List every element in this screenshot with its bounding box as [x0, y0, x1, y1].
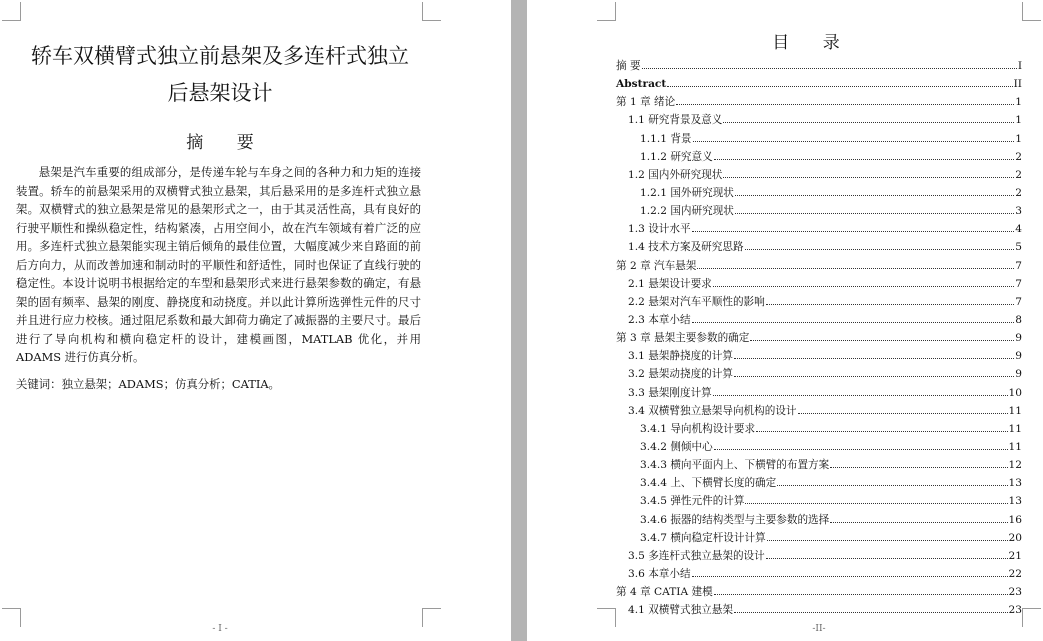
- toc-entry[interactable]: [616, 385, 1022, 403]
- toc-entry-label: 3.4.6 振器的结构类型与主要参数的选择: [640, 513, 830, 526]
- toc-entry-page: 22: [1008, 567, 1022, 580]
- toc-leader-dots: [767, 530, 1008, 541]
- toc-entry-label: 3.1 悬架静挠度的计算: [628, 350, 733, 363]
- toc-entry[interactable]: [616, 239, 1022, 257]
- toc-entry[interactable]: [616, 185, 1022, 203]
- toc-entry-label: 3.5 多连杆式独立悬架的设计: [628, 549, 765, 562]
- toc-entry-page: 13: [1008, 495, 1022, 508]
- toc-leader-dots: [697, 258, 1014, 269]
- toc-leader-dots: [713, 276, 1014, 287]
- toc-entry-page: 9: [1015, 350, 1022, 363]
- toc-leader-dots: [756, 421, 1007, 432]
- toc-leader-dots: [714, 439, 1008, 450]
- toc-leader-dots: [723, 112, 1014, 123]
- toc-entry-label: 第 1 章 绪论: [616, 96, 676, 109]
- toc-entry[interactable]: [616, 493, 1022, 511]
- toc-entry[interactable]: [616, 584, 1022, 602]
- toc-entry-page: 5: [1015, 241, 1022, 254]
- toc-leader-dots: [735, 185, 1014, 196]
- toc-entry[interactable]: [616, 221, 1022, 239]
- toc-entry-page: 8: [1015, 313, 1022, 326]
- toc-entry-label: 2.1 悬架设计要求: [628, 277, 712, 290]
- toc-entry[interactable]: [616, 58, 1022, 76]
- toc-leader-dots: [745, 239, 1015, 250]
- page-number: -II-: [812, 624, 826, 634]
- toc-entry-label: 3.4.1 导向机构设计要求: [640, 422, 756, 435]
- toc-entry[interactable]: [616, 258, 1022, 276]
- toc-entry-label: 第 3 章 悬架主要参数的确定: [616, 332, 750, 345]
- toc-leader-dots: [777, 475, 1007, 486]
- toc-entry[interactable]: [616, 403, 1022, 421]
- toc-entry-label: 摘 要: [616, 60, 641, 72]
- document-title-line-2: 后悬架设计: [167, 81, 273, 105]
- toc-entry[interactable]: [616, 475, 1022, 493]
- toc-entry-page: 1: [1015, 114, 1022, 127]
- toc-leader-dots: [766, 294, 1015, 305]
- toc-entry[interactable]: [616, 457, 1022, 475]
- toc-entry[interactable]: [616, 330, 1022, 348]
- toc-entry-label: 第 4 章 CATIA 建模: [616, 586, 713, 599]
- toc-heading: 目 录: [772, 33, 854, 53]
- toc-leader-dots: [766, 548, 1008, 559]
- toc-entry[interactable]: [616, 512, 1022, 530]
- toc-entry-page: 7: [1015, 259, 1022, 272]
- toc-entry-label: Abstract: [616, 78, 667, 91]
- toc-entry-label: 2.3 本章小结: [628, 313, 691, 326]
- page-number: - I -: [212, 624, 228, 634]
- keywords: 关键词：独立悬架；ADAMS；仿真分析；CATIA。: [16, 377, 280, 391]
- toc-entry-page: 7: [1015, 295, 1022, 308]
- toc-entry[interactable]: [616, 94, 1022, 112]
- toc-entry[interactable]: [616, 602, 1022, 620]
- toc-leader-dots: [676, 94, 1014, 105]
- toc-entry[interactable]: [616, 312, 1022, 330]
- toc-leader-dots: [692, 221, 1015, 232]
- toc-entry-label: 第 2 章 汽车悬架: [616, 259, 697, 272]
- toc-leader-dots: [798, 403, 1008, 414]
- toc-entry[interactable]: [616, 530, 1022, 548]
- toc-entry[interactable]: [616, 294, 1022, 312]
- toc-page: [527, 0, 1043, 641]
- toc-entry-page: 4: [1015, 223, 1022, 236]
- toc-leader-dots: [714, 149, 1015, 160]
- page-corner-mark: [1022, 2, 1041, 21]
- toc-entry-label: 3.4.5 弹性元件的计算: [640, 495, 745, 508]
- page-corner-mark: [597, 608, 616, 627]
- toc-entry-page: 1: [1015, 96, 1022, 109]
- page-corner-mark: [597, 2, 616, 21]
- toc-entry-label: 3.6 本章小结: [628, 567, 691, 580]
- toc-leader-dots: [830, 457, 1007, 468]
- toc-entry-page: 2: [1015, 168, 1022, 181]
- toc-entry[interactable]: [616, 421, 1022, 439]
- abstract-text: 悬架是汽车重要的组成部分，是传递车轮与车身之间的各种力和力矩的连接装置。轿车的前悬架采用的双横臂式独立悬架，其后悬采用的是多连杆式独立悬架。双横臂式的独立悬架是常见的悬架形式之一，由于其灵活性高，具有良好的行驶平顺性和操纵稳定性，结构紧凑，占用空间小，故在汽车领域有着广泛的应用。多连杆式独立悬架能实现主销后倾角的最佳位置，大幅度减少来自路面的前后方向力，从而改善加速和制动时的平顺性和舒适性，同时也保证了直线行驶的稳定性。本设计说明书根据给定的车型和悬架形式来进行悬架参数的确定，有悬架的固有频率、悬架的刚度、静挠度和动挠度。并以此计算所选弹性元件的尺寸并且进行应力校核。通过阻尼系数和最大卸荷力确定了减振器的主要尺寸。最后进行了导向机构和横向稳定杆的设计，建模画图，MATLAB 优化，并用 ADAMS 进行仿真分析。: [16, 165, 421, 364]
- toc-leader-dots: [692, 312, 1015, 323]
- toc-entry-page: 1: [1015, 132, 1022, 145]
- page-corner-mark: [422, 2, 441, 21]
- toc-leader-dots: [735, 203, 1014, 214]
- toc-entry-page: 9: [1015, 332, 1022, 345]
- toc-entry[interactable]: [616, 548, 1022, 566]
- document-title-line-1: 轿车双横臂式独立前悬架及多连杆式独立: [31, 44, 409, 68]
- page-corner-mark: [1022, 608, 1041, 627]
- toc-entry-page: 21: [1008, 549, 1022, 562]
- toc-entry[interactable]: [616, 149, 1022, 167]
- toc-entry-page: 7: [1015, 277, 1022, 290]
- toc-leader-dots: [734, 602, 1008, 613]
- toc-leader-dots: [734, 348, 1014, 359]
- toc-entry-label: 1.2 国内外研究现状: [628, 168, 723, 181]
- toc-entry-label: 3.2 悬架动挠度的计算: [628, 368, 733, 381]
- toc-leader-dots: [830, 512, 1007, 523]
- abstract-heading: 摘 要: [186, 133, 268, 153]
- toc-entry-label: 1.1.1 背景: [640, 132, 692, 145]
- toc-entry-page: 9: [1015, 368, 1022, 381]
- toc-leader-dots: [692, 566, 1008, 577]
- toc-entry-label: 3.4.3 横向平面内上、下横臂的布置方案: [640, 459, 830, 472]
- toc-entry-label: 3.4.7 横向稳定杆设计计算: [640, 531, 766, 544]
- page-corner-mark: [2, 608, 21, 627]
- toc-entry-label: 3.4.2 侧倾中心: [640, 440, 713, 453]
- toc-entry[interactable]: [616, 203, 1022, 221]
- toc-entry-label: 1.1 研究背景及意义: [628, 114, 723, 127]
- toc-leader-dots: [723, 167, 1014, 178]
- toc-entry-page: 11: [1008, 404, 1022, 417]
- toc-entry[interactable]: [616, 131, 1022, 149]
- toc-entry-label: 1.4 技术方案及研究思路: [628, 241, 744, 254]
- toc-leader-dots: [667, 76, 1012, 87]
- toc-entry[interactable]: [616, 167, 1022, 185]
- toc-entry-page: 23: [1008, 604, 1022, 617]
- toc-entry[interactable]: [616, 439, 1022, 457]
- toc-entry-page: 2: [1015, 186, 1022, 199]
- toc-entry[interactable]: [616, 566, 1022, 584]
- toc-entry-page: 16: [1008, 513, 1022, 526]
- toc-entry-label: 1.3 设计水平: [628, 223, 691, 236]
- toc-leader-dots: [745, 493, 1007, 504]
- toc-entry-label: 3.3 悬架刚度计算: [628, 386, 712, 399]
- page-corner-mark: [2, 2, 21, 21]
- toc-entry-page: 11: [1008, 440, 1022, 453]
- toc-entry-page: I: [1017, 60, 1022, 72]
- toc-entry-page: 3: [1015, 205, 1022, 218]
- toc-entry[interactable]: [616, 112, 1022, 130]
- toc-entry-label: 1.2.1 国外研究现状: [640, 186, 734, 199]
- toc-entry-page: 23: [1008, 586, 1022, 599]
- toc-entry-page: 2: [1015, 150, 1022, 163]
- toc-entry-page: II: [1013, 78, 1022, 91]
- document-title: [10, 38, 430, 112]
- toc-leader-dots: [714, 584, 1008, 595]
- toc-entry-label: 4.1 双横臂式独立悬架: [628, 604, 733, 617]
- toc-leader-dots: [750, 330, 1014, 341]
- toc-leader-dots: [642, 58, 1017, 69]
- toc-leader-dots: [693, 131, 1015, 142]
- toc-entry-label: 3.4.4 上、下横臂长度的确定: [640, 477, 777, 490]
- toc-entry[interactable]: [616, 366, 1022, 384]
- toc-entry-label: 3.4 双横臂独立悬架导向机构的设计: [628, 404, 797, 417]
- toc-entry-label: 1.2.2 国内研究现状: [640, 205, 734, 218]
- toc-leader-dots: [713, 385, 1008, 396]
- toc-entry[interactable]: [616, 76, 1022, 94]
- toc-entry[interactable]: [616, 348, 1022, 366]
- toc-entry-page: 10: [1008, 386, 1022, 399]
- table-of-contents: [616, 58, 1022, 620]
- toc-entry-page: 13: [1008, 477, 1022, 490]
- toc-entry-label: 2.2 悬架对汽车平顺性的影响: [628, 295, 765, 308]
- page-corner-mark: [422, 608, 441, 627]
- toc-entry-page: 20: [1008, 531, 1022, 544]
- toc-entry-page: 12: [1008, 459, 1022, 472]
- toc-entry[interactable]: [616, 276, 1022, 294]
- abstract-page: [0, 0, 511, 641]
- toc-entry-label: 1.1.2 研究意义: [640, 150, 713, 163]
- toc-entry-page: 11: [1008, 422, 1022, 435]
- toc-leader-dots: [734, 366, 1014, 377]
